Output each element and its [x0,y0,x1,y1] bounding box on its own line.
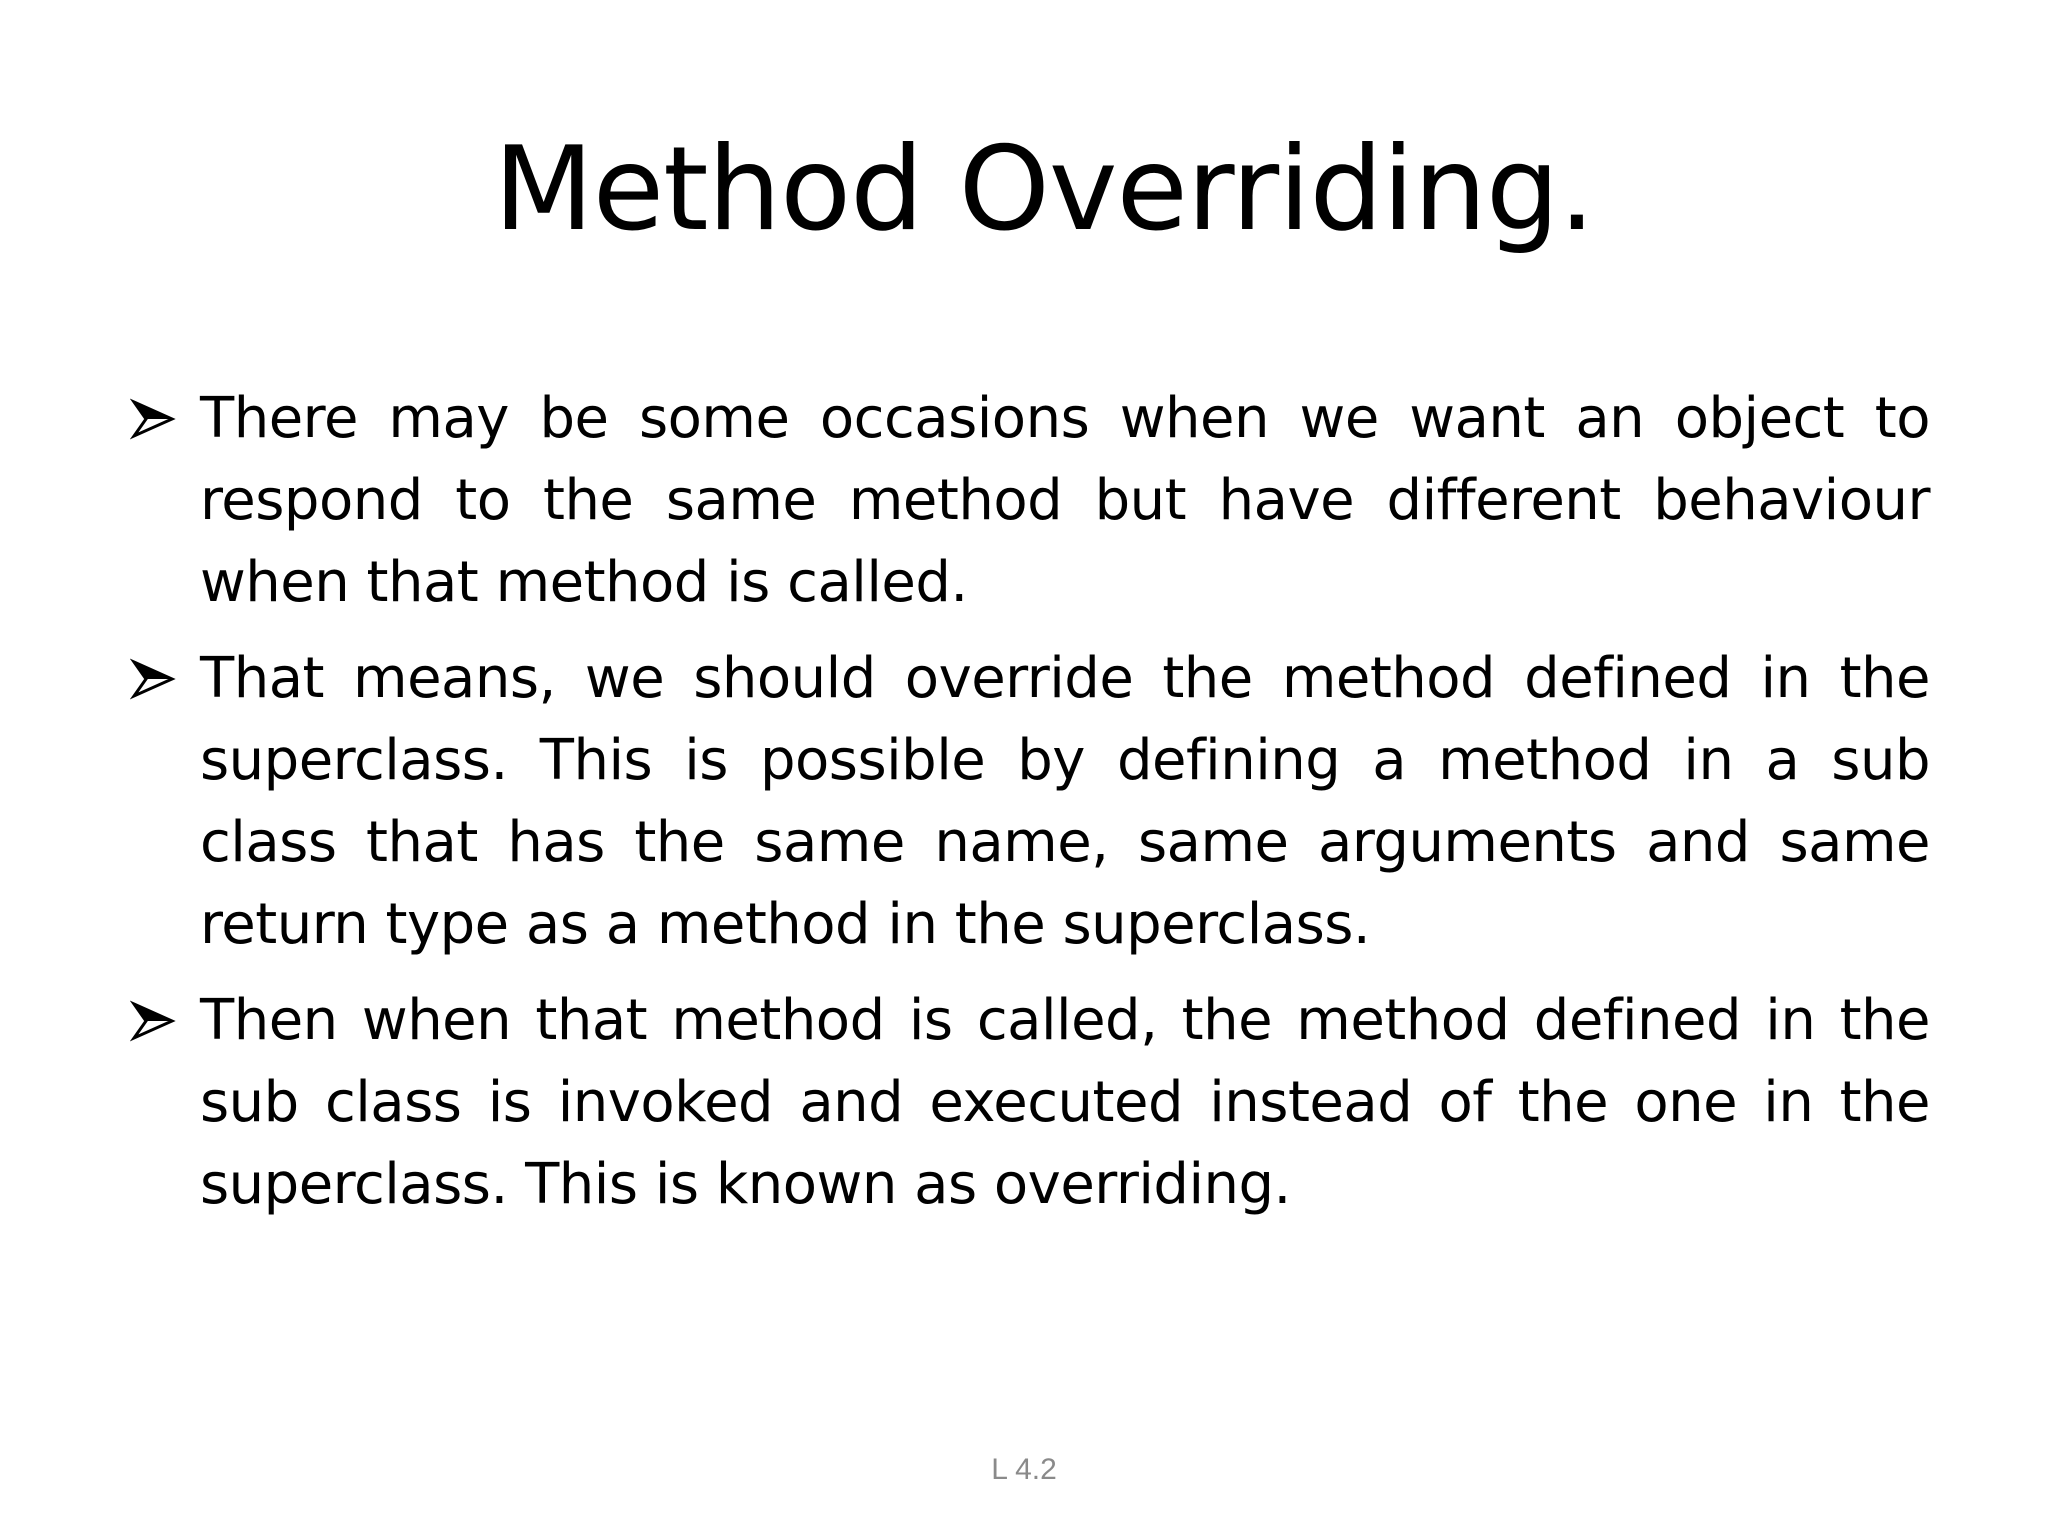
bullet-text: Then when that method is called, the method defined in the sub class is invoked and executed instead of the one in the superclass. This is known as overriding. [200,988,1930,1217]
bullet-text: There may be some occasions when we want an object to respond to the same method but have different behaviour when that method is called. [200,386,1930,615]
arrow-bullet-icon [130,638,200,720]
slide-number-footer: L 4.2 [991,1453,1057,1486]
arrow-bullet-icon [130,378,200,460]
slide-title: Method Overriding. [493,122,1595,257]
bullet-item [130,378,1930,624]
bullet-item [130,980,1930,1226]
arrow-bullet-icon [130,980,200,1062]
bullet-item [130,638,1930,966]
bullet-list [130,378,1930,1240]
bullet-text: That means, we should override the method defined in the superclass. This is possible by defining a method in a sub class that has the same name, same arguments and same return type as a method in the superclass. [200,646,1930,957]
